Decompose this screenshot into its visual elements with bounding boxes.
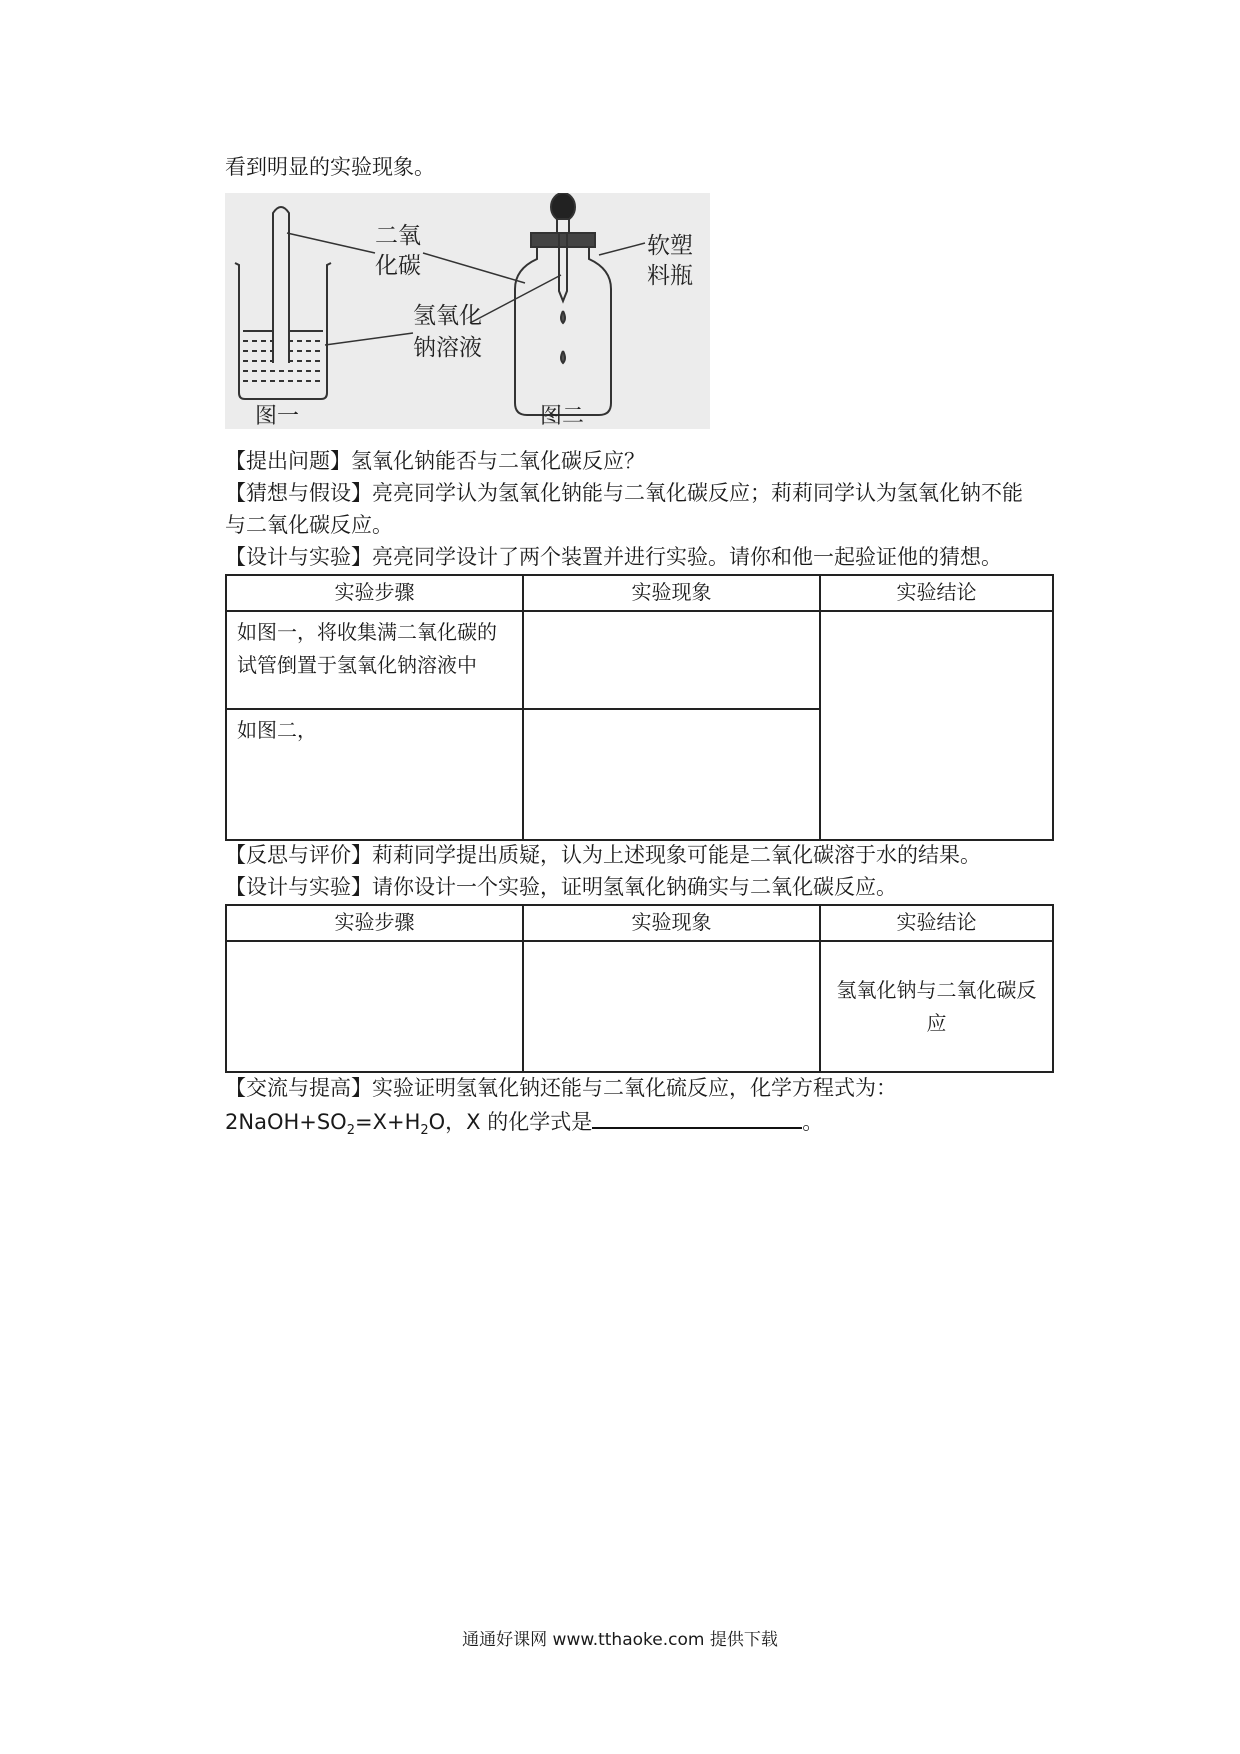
intro-text: 看到明显的实验现象。 — [225, 155, 435, 179]
table1-header-steps: 实验步骤 — [226, 575, 523, 611]
table1-row1-step — [226, 611, 523, 709]
design-text-1: 【设计与实验】亮亮同学设计了两个装置并进行实验。请你和他一起验证他的猜想。 — [225, 545, 1002, 569]
hypothesis-text-2: 与二氧化碳反应。 — [225, 513, 393, 537]
table1-row2-phenomenon[interactable] — [523, 709, 820, 840]
equation-prefix: 2NaOH+SO — [225, 1110, 347, 1134]
table1-conclusion-cell[interactable] — [820, 611, 1053, 840]
table2-step-cell[interactable] — [226, 941, 523, 1072]
hypothesis-text-1: 【猜想与假设】亮亮同学认为氢氧化钠能与二氧化碳反应；莉莉同学认为氢氧化钠不能 — [225, 481, 1023, 505]
table1-header-conclusion: 实验结论 — [820, 575, 1053, 611]
table2-header-steps: 实验步骤 — [226, 905, 523, 941]
caption-figure-1: 图一 — [255, 404, 300, 429]
label-naoh-1: 氢氧化 — [413, 303, 482, 329]
label-co2-1: 二氧 — [375, 223, 421, 249]
label-naoh-2: 钠溶液 — [413, 335, 482, 361]
caption-figure-2: 图二 — [540, 404, 585, 429]
equation-line — [225, 1105, 823, 1146]
table1-row2-step-text: 如图二， — [237, 718, 317, 742]
equation-end: 。 — [802, 1110, 824, 1134]
answer-blank[interactable] — [592, 1105, 802, 1129]
table1-header-phenomena: 实验现象 — [523, 575, 820, 611]
equation-sub-2: 2 — [420, 1123, 429, 1139]
experiment-figure — [225, 193, 710, 429]
exchange-text: 【交流与提高】实验证明氢氧化钠还能与二氧化硫反应，化学方程式为： — [225, 1076, 897, 1100]
table2-header-phenomena: 实验现象 — [523, 905, 820, 941]
label-bottle-2: 料瓶 — [647, 263, 693, 289]
table1-row1-phenomenon[interactable] — [523, 611, 820, 709]
table1-row2-step — [226, 709, 523, 840]
design-text-2: 【设计与实验】请你设计一个实验，证明氢氧化钠确实与二氧化碳反应。 — [225, 875, 897, 899]
experiment-table-1 — [225, 574, 1054, 841]
equation-sub-1: 2 — [346, 1123, 355, 1139]
equation-middle: =X+H — [355, 1110, 421, 1134]
label-co2-2: 化碳 — [375, 253, 421, 279]
label-bottle-1: 软塑 — [647, 233, 693, 259]
table2-phenomenon-cell[interactable] — [523, 941, 820, 1072]
table2-header-conclusion: 实验结论 — [820, 905, 1053, 941]
table2-conclusion-cell — [820, 941, 1053, 1072]
footer-text: 通通好课网 www.tthaoke.com 提供下载 — [462, 1630, 778, 1650]
table1-row1-step-text: 如图一，将收集满二氧化碳的试管倒置于氢氧化钠溶液中 — [237, 620, 497, 677]
table2-conclusion-text: 氢氧化钠与二氧化碳反应 — [836, 977, 1037, 1035]
question-text: 【提出问题】氢氧化钠能否与二氧化碳反应？ — [225, 449, 645, 473]
reflection-text: 【反思与评价】莉莉同学提出质疑，认为上述现象可能是二氧化碳溶于水的结果。 — [225, 843, 981, 867]
equation-suffix: O，X 的化学式是 — [428, 1110, 593, 1134]
experiment-table-2 — [225, 904, 1054, 1073]
